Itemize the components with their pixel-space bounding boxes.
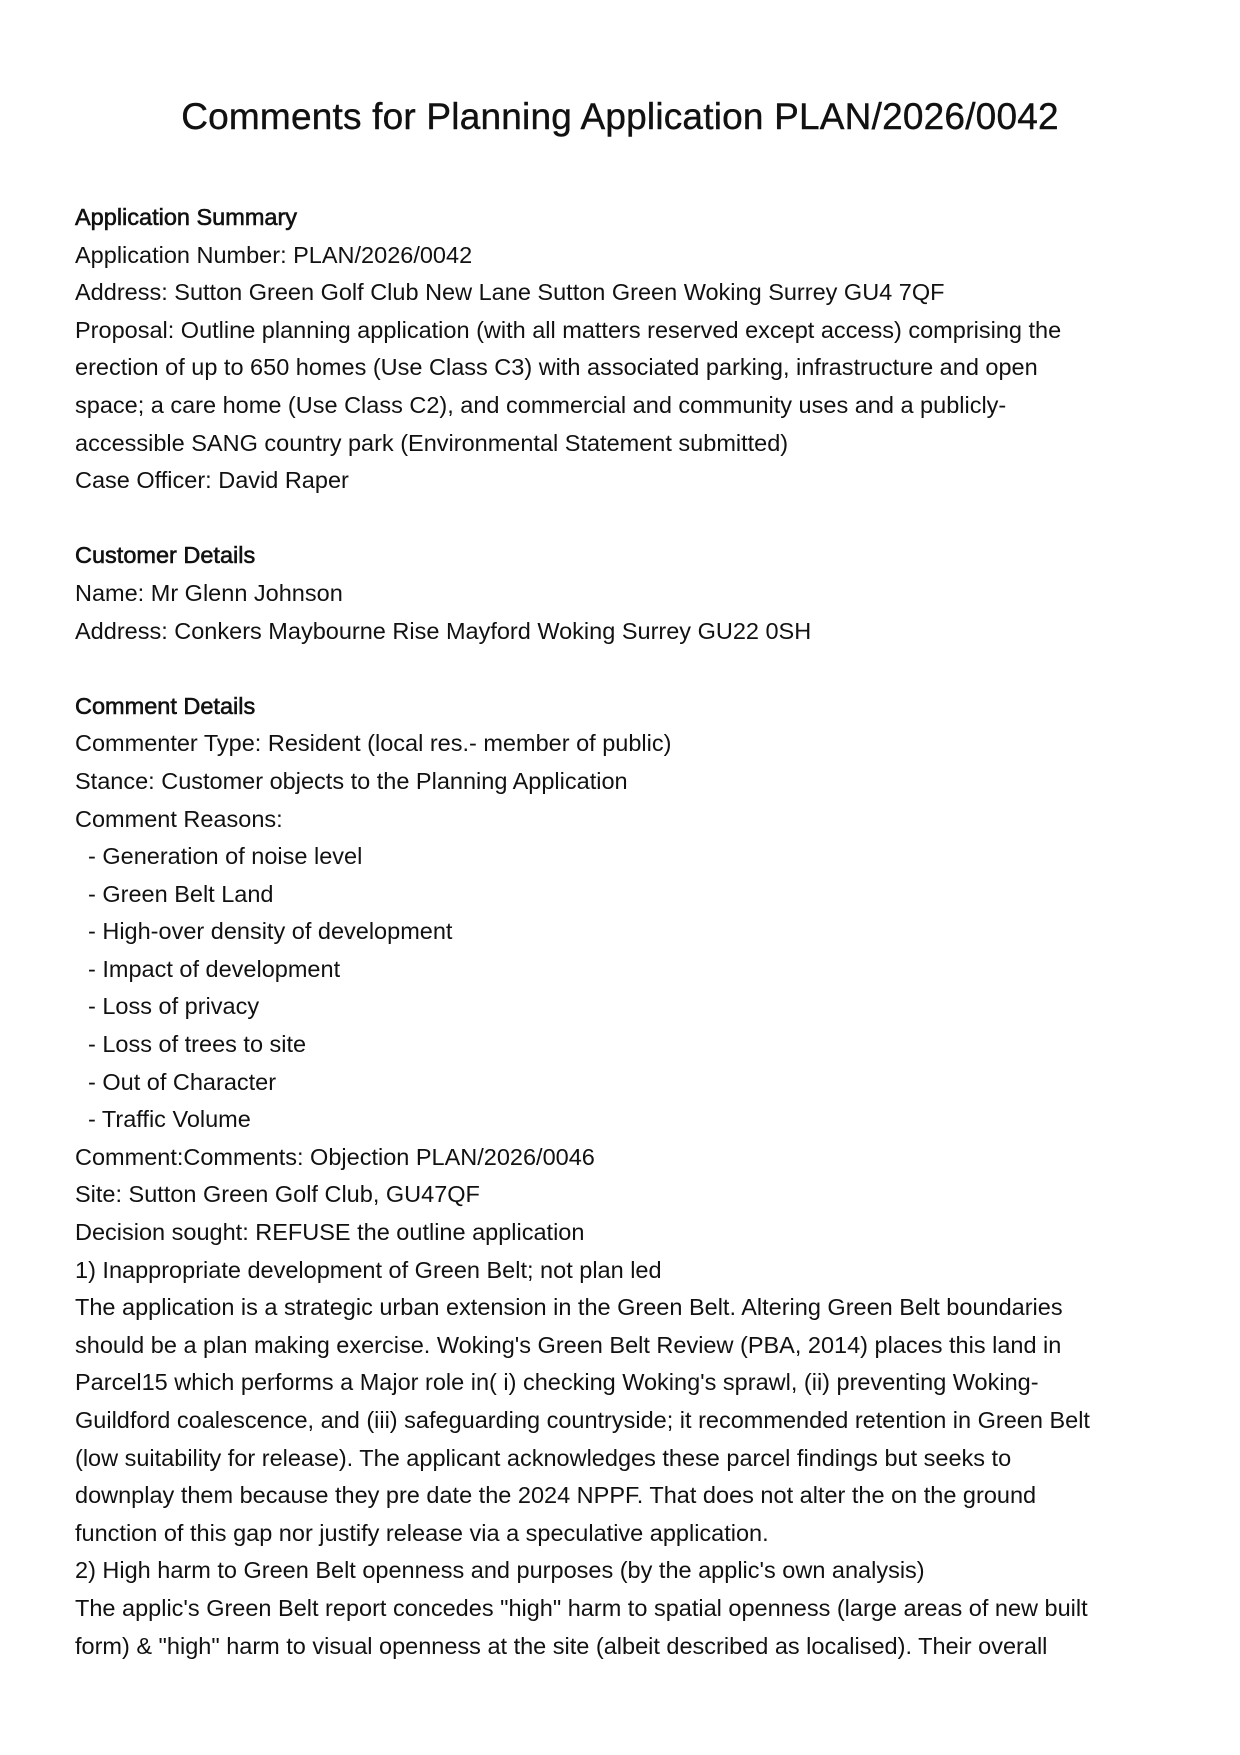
proposal-line: Proposal: Outline planning application (with all matters reserved except access) comprising the bbox=[75, 316, 1062, 343]
comment-text-line: The application is a strategic urban extension in the Green Belt. Altering Green Belt boundaries bbox=[75, 1294, 1063, 1321]
section-spacer bbox=[75, 500, 1175, 538]
section-heading-application-summary: Application Summary bbox=[75, 204, 298, 230]
section-spacer bbox=[75, 650, 1175, 688]
comment-text-line: Parcel15 which performs a Major role in( i) checking Woking's sprawl, (ii) preventing Woking- bbox=[75, 1369, 1039, 1396]
page-title: Comments for Planning Application PLAN/2026/0042 bbox=[181, 96, 1059, 137]
section-heading-comment-details: Comment Details bbox=[75, 692, 256, 719]
comment-reason-item: - Out of Character bbox=[88, 1068, 277, 1095]
commenter-type: Commenter Type: Resident (local res.- member of public) bbox=[75, 730, 672, 757]
comment-reasons-label: Comment Reasons: bbox=[75, 805, 283, 832]
comment-text-line: downplay them because they pre date the 2024 NPPF. That does not alter the on the ground bbox=[75, 1482, 1037, 1509]
comment-reason-item: - Loss of trees to site bbox=[88, 1031, 307, 1058]
customer-name: Name: Mr Glenn Johnson bbox=[75, 579, 343, 606]
proposal-line: accessible SANG country park (Environmental Statement submitted) bbox=[75, 429, 789, 456]
comment-text-line: form) & "high" harm to visual openness at the site (albeit described as localised). Their overall bbox=[75, 1632, 1048, 1659]
comment-text-line: Decision sought: REFUSE the outline application bbox=[75, 1219, 585, 1246]
comment-text-line: (low suitability for release). The applicant acknowledges these parcel findings but seeks to bbox=[75, 1444, 1012, 1471]
comment-text-line: Comment:Comments: Objection PLAN/2026/0046 bbox=[75, 1143, 595, 1170]
customer-address: Address: Conkers Maybourne Rise Mayford Woking Surrey GU22 0SH bbox=[75, 617, 812, 644]
comment-text-line: The applic's Green Belt report concedes "high" harm to spatial openness (large areas of new built bbox=[75, 1594, 1088, 1621]
comment-reason-item: - Impact of development bbox=[88, 955, 341, 982]
comment-reason-item: - Green Belt Land bbox=[88, 880, 274, 907]
comment-reason-item: - Loss of privacy bbox=[88, 993, 260, 1020]
proposal-line: space; a care home (Use Class C2), and commercial and community uses and a publicly- bbox=[75, 391, 1007, 418]
application-number: Application Number: PLAN/2026/0042 bbox=[75, 241, 473, 268]
application-address: Address: Sutton Green Golf Club New Lane Sutton Green Woking Surrey GU4 7QF bbox=[75, 279, 945, 306]
case-officer: Case Officer: David Raper bbox=[75, 467, 349, 494]
document-body bbox=[75, 199, 1175, 1665]
proposal-line: erection of up to 650 homes (Use Class C3) with associated parking, infrastructure and open bbox=[75, 354, 1038, 381]
comment-text-line: function of this gap nor justify release via a speculative application. bbox=[75, 1519, 769, 1546]
comment-text-line: Guildford coalescence, and (iii) safeguarding countryside; it recommended retention in Green Belt bbox=[75, 1407, 1090, 1433]
comment-reason-item: - Generation of noise level bbox=[88, 843, 363, 870]
comment-reason-item: - Traffic Volume bbox=[88, 1106, 251, 1133]
comment-reason-item: - High-over density of development bbox=[88, 918, 453, 945]
comment-text-line: should be a plan making exercise. Woking's Green Belt Review (PBA, 2014) places this land in bbox=[75, 1331, 1062, 1358]
comment-text-line: Site: Sutton Green Golf Club, GU47QF bbox=[75, 1181, 480, 1208]
comment-text-line: 2) High harm to Green Belt openness and purposes (by the applic's own analysis) bbox=[75, 1557, 925, 1584]
stance: Stance: Customer objects to the Planning Application bbox=[75, 767, 628, 794]
section-heading-customer-details: Customer Details bbox=[75, 542, 256, 569]
comment-text-line: 1) Inappropriate development of Green Belt; not plan led bbox=[75, 1256, 662, 1283]
